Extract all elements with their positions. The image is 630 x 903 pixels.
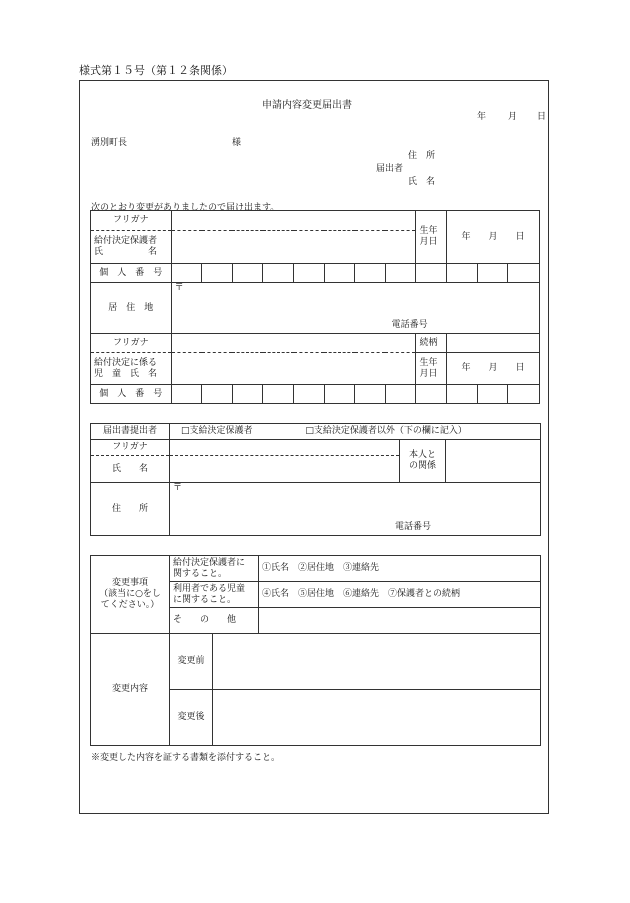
pn-cell: [232, 264, 263, 283]
cat3-label: そ の 他: [170, 608, 259, 634]
intro-text: 次のとおり変更がありましたので届け出ます。: [91, 203, 280, 213]
child-furigana-field: [171, 334, 416, 353]
pn-cell: [477, 264, 508, 283]
change-items-label: 変更事項 （該当に○をし てください。）: [91, 556, 170, 634]
birth-month: 月: [488, 231, 498, 242]
submitter-address-field: [170, 483, 541, 536]
date-year: 年: [477, 112, 487, 122]
pn2-cell: [324, 385, 355, 404]
pn-cell: [294, 264, 325, 283]
phone-label: 電話番号: [391, 320, 428, 330]
child-name-label: 給付決定に係る 児 童 氏 名: [91, 353, 172, 385]
relation-field: [447, 334, 540, 353]
pn2-cell: [232, 385, 263, 404]
personal-number-label: 個 人 番 号: [91, 264, 172, 283]
pn2-cell: [171, 385, 202, 404]
pn2-cell: [294, 385, 325, 404]
form-title: 申請内容変更届出書: [262, 100, 352, 111]
child-furigana-label: フリガナ: [91, 334, 172, 353]
pn-cell: [416, 264, 447, 283]
furigana-field: [171, 211, 416, 231]
furigana-label: フリガナ: [91, 211, 172, 231]
submitter-name-field: [170, 456, 400, 483]
addressee-mayor: 湧別町長: [91, 138, 128, 148]
footnote: ※変更した内容を証する書類を添付すること。: [91, 753, 281, 763]
pn-cell: [171, 264, 202, 283]
pn-cell: [508, 264, 540, 283]
submitter-furigana-label: フリガナ: [91, 440, 170, 456]
pn2-cell: [202, 385, 233, 404]
pn-cell: [324, 264, 355, 283]
addressee-sama: 様: [232, 138, 242, 148]
submitter-postal-mark: 〒: [173, 483, 183, 493]
option-other: □支給決定保護者以外（下の欄に記入）: [305, 426, 467, 436]
pn-cell: [447, 264, 478, 283]
pn2-cell: [263, 385, 294, 404]
submitter-furigana-field: [170, 440, 400, 456]
change-contents-label: 変更内容: [91, 634, 170, 746]
pn-cell: [263, 264, 294, 283]
pn2-cell: [416, 385, 447, 404]
pn2-cell: [355, 385, 386, 404]
cat1-options: ①氏名 ②居住地 ③連絡先: [259, 556, 541, 582]
pn2-cell: [385, 385, 416, 404]
pn2-cell: [477, 385, 508, 404]
cat1-label: 給付決定保護者に 関すること。: [170, 556, 259, 582]
submitter-options: [170, 424, 541, 440]
residence-field: [171, 283, 539, 334]
postal-mark: 〒: [174, 283, 184, 293]
before-label: 変更前: [170, 634, 213, 690]
change-table: [90, 555, 541, 746]
pn2-cell: [508, 385, 540, 404]
date-day: 日: [537, 112, 547, 122]
child-birth-label: 生年 月日: [416, 353, 447, 385]
guardian-name-field: [171, 231, 416, 264]
cat2-label: 利用者である児童 に関すること。: [170, 582, 259, 608]
cat3-field: [259, 608, 541, 634]
notifier-address: 住 所: [408, 151, 436, 161]
submitter-address-label: 住 所: [91, 483, 170, 536]
option-guardian: □支給決定保護者: [181, 426, 253, 436]
submitter-table: [90, 423, 541, 536]
child-name-field: [171, 353, 416, 385]
relation-to-self-label: 本人と の関係: [400, 440, 446, 483]
relation-to-self-field: [446, 440, 541, 483]
submitter-phone-label: 電話番号: [395, 522, 432, 532]
relation-label: 続柄: [416, 334, 447, 353]
cat2-options: ④氏名 ⑤居住地 ⑥連絡先 ⑦保護者との続柄: [259, 582, 541, 608]
birth-year: 年: [461, 231, 471, 242]
form-number: 様式第１５号（第１２条関係）: [79, 64, 233, 77]
birth-field: [447, 211, 540, 264]
notifier-name: 氏 名: [408, 177, 436, 187]
pn2-cell: [447, 385, 478, 404]
after-label: 変更後: [170, 690, 213, 746]
residence-label: 居 住 地: [91, 283, 172, 334]
personal-number-label-2: 個 人 番 号: [91, 385, 172, 404]
notifier-label: 届出者: [376, 164, 404, 174]
pn-cell: [385, 264, 416, 283]
submitter-label: 届出書提出者: [91, 424, 170, 440]
date-month: 月: [508, 112, 518, 122]
child-birth-field: 年 月 日: [447, 353, 540, 385]
pn-cell: [202, 264, 233, 283]
submitter-name-label: 氏 名: [91, 456, 170, 483]
birth-label: 生年 月日: [416, 211, 447, 264]
guardian-table: [90, 210, 540, 404]
pn-cell: [355, 264, 386, 283]
before-field: [213, 634, 541, 690]
birth-day: 日: [515, 231, 525, 242]
guardian-name-label: 給付決定保護者 氏 名: [91, 231, 172, 264]
after-field: [213, 690, 541, 746]
